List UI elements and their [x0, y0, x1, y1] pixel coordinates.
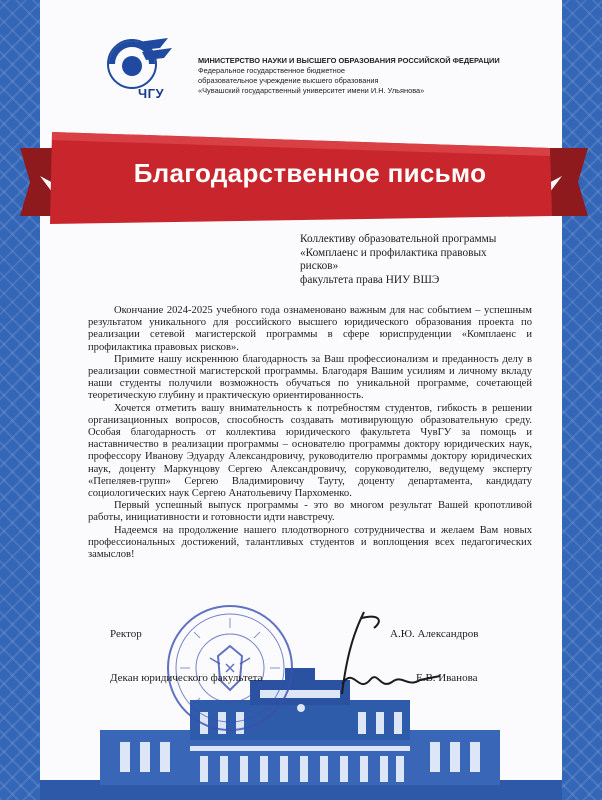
- letter-title: Благодарственное письмо: [133, 158, 487, 188]
- dean-name: Е.В. Иванова: [416, 672, 478, 684]
- addressee-line-4: факультета права НИУ ВШЭ: [300, 273, 440, 286]
- addressee-block: [300, 233, 540, 287]
- official-seal-stamp: [160, 598, 300, 738]
- org-line-4: «Чувашский государственный университет имени И.Н. Ульянова»: [198, 86, 425, 95]
- rector-title: Ректор: [110, 628, 142, 640]
- dean-title: Декан юридического факультета: [110, 672, 263, 684]
- letterhead: [98, 34, 528, 114]
- organization-block: [198, 56, 558, 96]
- rector-name: А.Ю. Александров: [390, 628, 479, 640]
- org-line-3: образовательное учреждение высшего образования: [198, 76, 379, 85]
- paragraph-4: Первый успешный выпуск программы - это во многом результат Вашей кропотливой работы, инициативности и готовности идти навстречу.: [88, 500, 532, 524]
- addressee-line-2: «Комплаенс и профилактика правовых: [300, 246, 487, 259]
- logo-wordmark: ЧГУ: [138, 86, 165, 101]
- paragraph-2: Примите нашу искреннюю благодарность за Ваш профессионализм и преданность делу в реализации совместной магистерской программы. Благодаря Вашим усилиям и личному вкладу наши студенты получили возможность обучаться по уникальной программе, сочетающей теоретическую глубину и практическую ориентированность.: [88, 353, 532, 402]
- letter-body: [88, 305, 532, 561]
- addressee-line-1: Коллективу образовательной программы: [300, 233, 497, 245]
- paragraph-1: Окончание 2024-2025 учебного года ознаменовано важным для нас событием – успешным результатом уникального для российского высшего юридического образования проекта по реализации сетевой магистерской программы в сфере юриспруденции «Комплаенс и профилактика правовых рисков».: [88, 305, 532, 353]
- paragraph-3: Хочется отметить вашу внимательность к потребностям студентов, гибкость в решении организационных вопросов, способность создавать мотивирующую образовательную среду. Особая благодарность от коллектива юридического факультета ЧувГУ за помощь и наставничество в реализации программы – основателю программы доктору юридических наук, профессору Иванову Эдуарду Александровичу, руководителю программы доктору юридических наук, доценту Маркунцову Сергею Александровичу, соруководителю, ведущему эксперту «Пепеляев-групп» Сергею Владимировичу Тауту, доценту департамента, кандидату социологических наук Сергею Анатольевичу Пархоменко.: [88, 402, 532, 500]
- org-line-2: Федеральное государственное бюджетное: [198, 66, 345, 75]
- paragraph-5: Надеемся на продолжение нашего плодотворного сотрудничества и желаем Вам новых профессиональных достижений, талантливых студентов и воплощения всех педагогических замыслов!: [88, 524, 532, 561]
- ministry-line: МИНИСТЕРСТВО НАУКИ И ВЫСШЕГО ОБРАЗОВАНИЯ РОССИЙСКОЙ ФЕДЕРАЦИИ: [198, 56, 500, 65]
- addressee-line-3: рисков»: [300, 260, 339, 272]
